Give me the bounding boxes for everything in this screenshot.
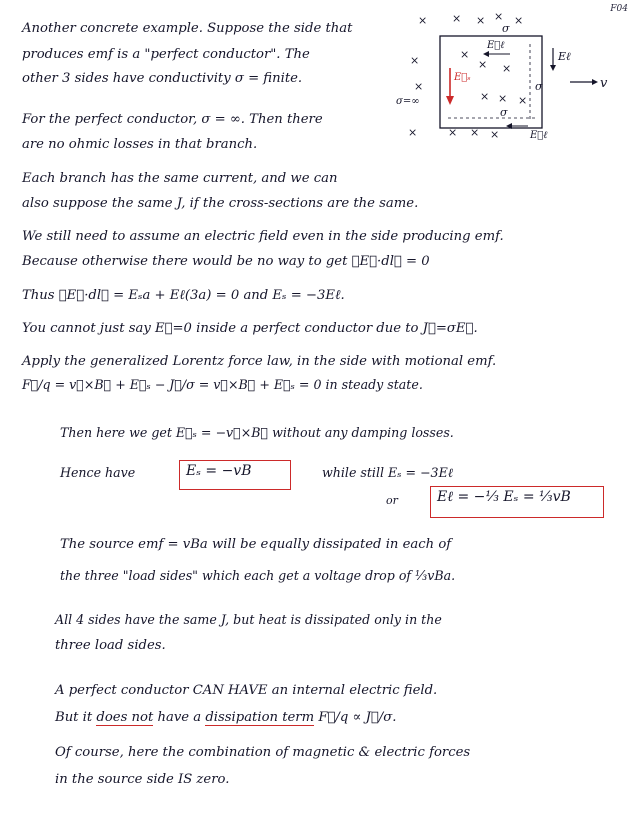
- text-line-15b: while still Eₛ = −3Eℓ: [322, 465, 454, 480]
- label-sigma-top: σ: [502, 22, 510, 35]
- text-line-12: Apply the generalized Lorentz force law, in the side with motional emf.: [22, 354, 497, 369]
- field-cross: ×: [476, 14, 486, 27]
- el-right-arrow-head: [550, 65, 556, 71]
- underlined-does-not: does not: [96, 710, 154, 725]
- circuit-diagram: [390, 8, 620, 148]
- el-top-arrow-head: [483, 51, 489, 57]
- text-line-5: are no ohmic losses in that branch.: [22, 137, 258, 152]
- text-line-1: Another concrete example. Suppose the side that: [22, 21, 353, 36]
- field-cross: ×: [490, 128, 500, 141]
- boxed-equation-el: Eℓ = −⅓ Eₛ = ⅓vB: [430, 486, 604, 518]
- label-el-bottom: E⃗ℓ: [530, 130, 548, 141]
- field-cross: ×: [478, 58, 488, 71]
- text-line-13: F⃗/q = v⃗×B⃗ + E⃗ₛ − J⃗/σ = v⃗×B⃗ + E⃗ₛ = 0 in steady state.: [22, 377, 423, 392]
- field-cross: ×: [518, 94, 528, 107]
- es-arrow-head: [446, 96, 454, 105]
- text-line-3: other 3 sides have conductivity σ = finite.: [22, 71, 303, 86]
- text-line-24: in the source side IS zero.: [55, 772, 230, 787]
- text-line-10: Thus ∮E⃗·dl⃗ = Eₛa + Eℓ(3a) = 0 and Eₛ = −3Eℓ.: [22, 288, 345, 303]
- field-cross: ×: [502, 62, 512, 75]
- label-velocity: v: [600, 76, 608, 91]
- text-line-6: Each branch has the same current, and we can: [22, 171, 338, 186]
- velocity-arrow-head: [592, 79, 598, 85]
- label-el-right: Eℓ: [558, 50, 571, 63]
- text-line-14: Then here we get E⃗ₛ = −v⃗×B⃗ without any damping losses.: [60, 425, 454, 440]
- text-segment: F⃗/q ∝ J⃗/σ.: [314, 710, 397, 725]
- text-line-21: A perfect conductor CAN HAVE an internal electric field.: [55, 683, 438, 698]
- text-line-4: For the perfect conductor, σ = ∞. Then there: [22, 112, 323, 127]
- label-sigma-inf: σ=∞: [396, 96, 420, 107]
- text-line-18: the three "load sides" which each get a voltage drop of ⅓vBa.: [60, 568, 456, 583]
- text-line-16: or: [386, 494, 398, 507]
- field-cross: ×: [418, 14, 428, 27]
- field-cross: ×: [410, 54, 420, 67]
- text-line-9: Because otherwise there would be no way to get ∮E⃗·dl⃗ = 0: [22, 254, 430, 269]
- text-line-23: Of course, here the combination of magnetic & electric forces: [55, 745, 471, 760]
- text-segment: have a: [153, 710, 206, 725]
- field-cross: ×: [448, 126, 458, 139]
- text-line-19: All 4 sides have the same J, but heat is dissipated only in the: [55, 612, 442, 627]
- label-el-top: E⃗ℓ: [487, 40, 505, 51]
- text-line-2: produces emf is a "perfect conductor". The: [22, 47, 310, 62]
- text-line-22: [55, 710, 396, 725]
- field-cross: ×: [408, 126, 418, 139]
- text-line-7: also suppose the same J, if the cross-sections are the same.: [22, 196, 419, 211]
- field-cross: ×: [494, 10, 504, 23]
- field-cross: ×: [414, 80, 424, 93]
- boxed-equation-es: Eₛ = −vB: [179, 460, 291, 490]
- text-segment: But it: [55, 710, 97, 725]
- page-number: F04: [610, 4, 628, 14]
- field-cross: ×: [470, 126, 480, 139]
- underlined-dissipation-term: dissipation term: [205, 710, 315, 725]
- field-cross: ×: [514, 14, 524, 27]
- text-line-17: The source emf = vBa will be equally dissipated in each of: [60, 537, 452, 552]
- text-line-8: We still need to assume an electric field even in the side producing emf.: [22, 229, 504, 244]
- field-cross: ×: [480, 90, 490, 103]
- field-cross: ×: [498, 92, 508, 105]
- label-sigma-right: σ: [535, 80, 543, 93]
- text-line-15: Hence have: [60, 465, 136, 480]
- label-sigma-bottom: σ: [500, 106, 508, 119]
- field-cross: ×: [460, 48, 470, 61]
- label-es: E⃗ₛ: [454, 72, 471, 83]
- field-cross: ×: [452, 12, 462, 25]
- text-line-20: three load sides.: [55, 638, 166, 653]
- text-line-11: You cannot just say E⃗=0 inside a perfect conductor due to J⃗=σE⃗.: [22, 321, 478, 336]
